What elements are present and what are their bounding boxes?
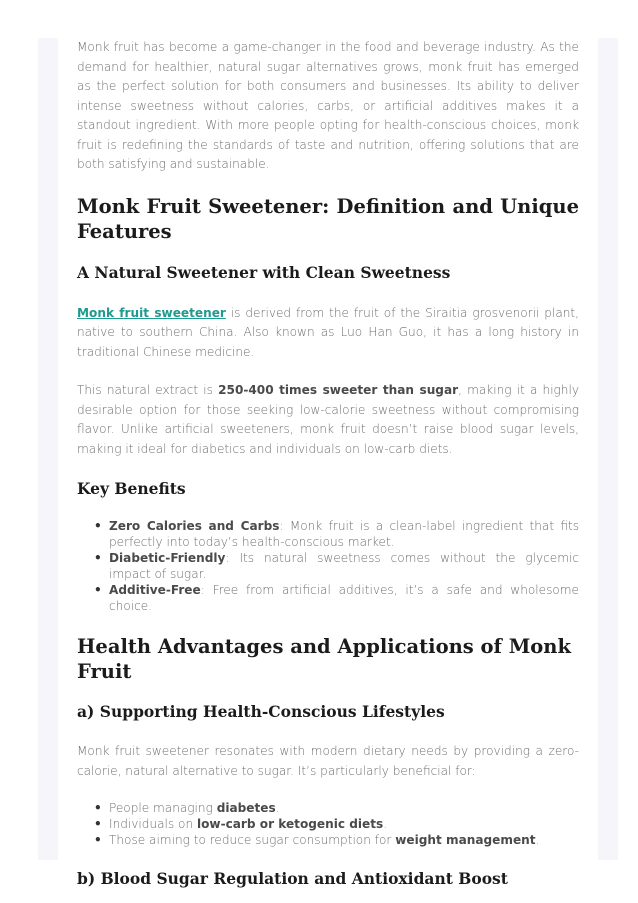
list-text: .: [535, 833, 540, 847]
bullet-icon: •: [94, 519, 102, 533]
list-item: [94, 518, 579, 550]
sweetness-paragraph: [77, 381, 579, 459]
page-margin-right: [598, 38, 618, 860]
bullet-icon: •: [94, 817, 102, 831]
sweetness-text-before: This natural extract is: [77, 383, 219, 397]
health-paragraph: Monk fruit sweetener resonates with modern dietary needs by providing a zero-calorie, natural alternative to sugar. It’s particularly beneficial for:: [77, 744, 579, 778]
subheading-blood-sugar: b) Blood Sugar Regulation and Antioxidant Boost: [77, 869, 508, 888]
list-item: [94, 832, 579, 848]
benefit-text: : Monk fruit is a clean-label ingredient that fits perfectly into today’s health-conscious market.: [109, 519, 579, 549]
monk-fruit-sweetener-link[interactable]: Monk fruit sweetener: [77, 305, 226, 320]
list-text: .: [275, 801, 280, 815]
list-item: [94, 816, 579, 832]
list-highlight: weight management: [395, 833, 536, 847]
definition-paragraph-text: is derived from the fruit of the Siraitia grosvenorii plant, native to southern China. Also known as Luo Han Guo, it has a long history in traditional Chinese medicine.: [77, 305, 579, 359]
section-heading-health: Health Advantages and Applications of Monk Fruit: [77, 635, 571, 683]
list-item: [94, 550, 579, 582]
sweetness-highlight: 250-400 times sweeter than sugar: [218, 383, 459, 397]
sweetness-text-after: , making it a highly desirable option for those seeking low-calorie sweetness without compromising flavor. Unlike artificial sweeteners, monk fruit doesn’t raise blood sugar levels, making it ideal for diabetics and individuals on low-carb diets.: [77, 383, 579, 456]
health-beneficiaries-list: [77, 800, 579, 848]
subheading-health-conscious: a) Supporting Health-Conscious Lifestyles: [77, 702, 445, 721]
list-item: [94, 582, 579, 614]
key-benefits-list: [77, 518, 579, 614]
benefit-title: Additive-Free: [109, 583, 201, 597]
bullet-icon: •: [94, 833, 102, 847]
list-highlight: diabetes: [216, 801, 276, 815]
list-text: .: [383, 817, 388, 831]
section-heading-definition: Monk Fruit Sweetener: Definition and Unique Features: [77, 194, 579, 243]
bullet-icon: •: [94, 583, 102, 597]
intro-paragraph: Monk fruit has become a game-changer in the food and beverage industry. As the demand for healthier, natural sugar alternatives grows, monk fruit has emerged as the perfect solution for both consumers and businesses. Its ability to deliver intense sweetness without calories, carbs, or artificial additives makes it a standout ingredient. With more people opting for health-conscious choices, monk fruit is redefining the standards of taste and nutrition, offering solutions that are both satisfying and sustainable.: [77, 40, 579, 171]
key-benefits-heading: Key Benefits: [77, 479, 186, 498]
benefit-text: : Free from artificial additives, it’s a safe and wholesome choice.: [109, 583, 579, 613]
list-highlight: low-carb or ketogenic diets: [196, 817, 384, 831]
bullet-icon: •: [94, 801, 102, 815]
subheading-natural-sweetener: A Natural Sweetener with Clean Sweetness: [77, 262, 451, 282]
bullet-icon: •: [94, 551, 102, 565]
benefit-title: Zero Calories and Carbs: [109, 519, 280, 533]
benefit-text: : Its natural sweetness comes without the glycemic impact of sugar.: [109, 551, 579, 581]
list-text: Individuals on: [109, 817, 197, 831]
benefit-title: Diabetic-Friendly: [109, 551, 226, 565]
list-text: People managing: [109, 801, 217, 815]
list-item: [94, 800, 579, 816]
definition-paragraph: [77, 304, 579, 363]
page-margin-left: [38, 38, 58, 860]
list-text: Those aiming to reduce sugar consumption for: [109, 833, 396, 847]
article-body: [77, 38, 579, 889]
